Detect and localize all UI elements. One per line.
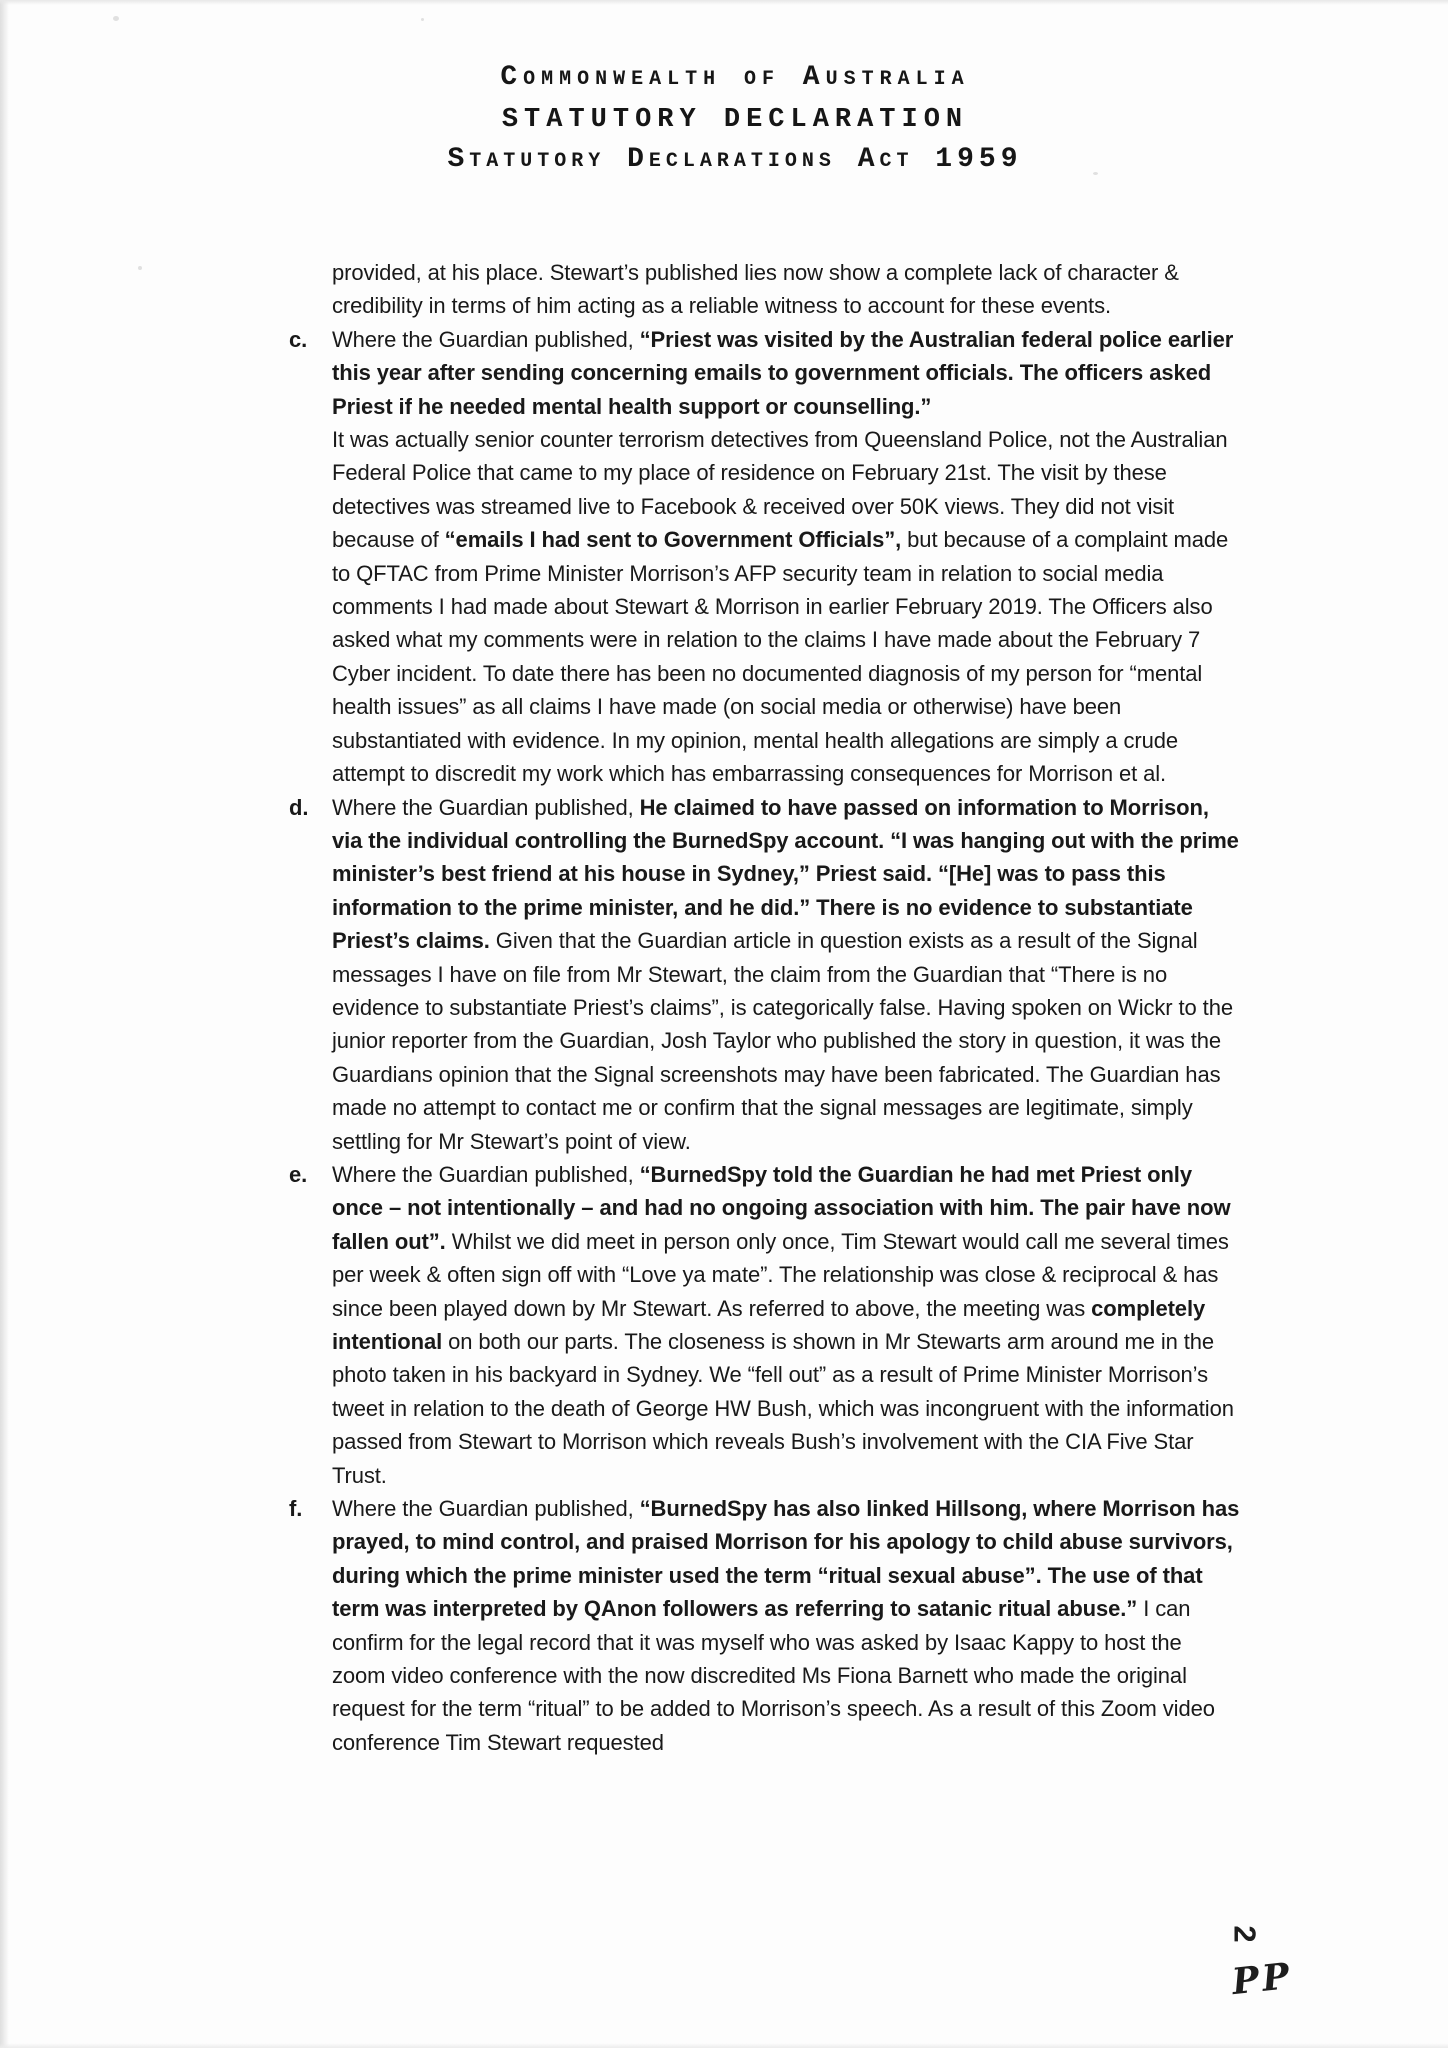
list-item-c — [289, 323, 1241, 791]
quoted-bold-text: “Priest was visited by the Australian federal police earlier this year after sending concerning emails to government officials. The officers asked Priest if he needed mental health support or counselling.” — [332, 326, 1234, 419]
scan-artifact — [113, 16, 119, 21]
quoted-bold-text: completely intentional — [332, 1295, 1206, 1354]
header-statutory-declaration: STATUTORY DECLARATION — [501, 105, 969, 135]
body-text: provided, at his place. Stewart’s published lies now show a complete lack of character & credibility in terms of him acting as a reliable witness to account for these events. — [332, 260, 1179, 319]
scan-edge-top — [0, 0, 1448, 5]
body-text: Where the Guardian published, — [332, 326, 640, 352]
scan-edge-left — [0, 0, 9, 2048]
document-header — [11, 56, 1448, 180]
header-statutory-declarations-act: Statutory Declarations Act 1959 — [447, 144, 1023, 175]
scan-artifact — [138, 266, 142, 270]
body-text: Where the Guardian published, — [332, 1161, 640, 1187]
body-text: It was actually senior counter terrorism detectives from Queensland Police, not the Australian Federal Police that came to my place of residence on February 21st. The visit by these detectives was streamed live to Facebook & received over 50K views. They did not visit because of — [332, 427, 1228, 553]
page-number: 2 — [1227, 1925, 1263, 1943]
body-text: Given that the Guardian article in question exists as a result of the Signal messages I have on file from Mr Stewart, the claim from the Guardian that “There is no evidence to substantiate Priest’s claims”, is categorically false. Having spoken on Wickr to the junior reporter from the Guardian, Josh Taylor who published the story in question, it was the Guardians opinion that the Signal screenshots may have been fabricated. The Guardian has made no attempt to contact me or confirm that the signal messages are legitimate, simply settling for Mr Stewart’s point of view. — [332, 928, 1233, 1154]
declaration-body — [289, 256, 1241, 1759]
list-item-f — [289, 1492, 1241, 1759]
scan-edge-bottom — [0, 2043, 1448, 2048]
paragraph-continuation — [289, 256, 1241, 323]
handwritten-initials: PP — [1229, 1954, 1295, 2004]
body-text: Where the Guardian published, — [332, 1496, 640, 1522]
body-text: I can confirm for the legal record that it was myself who was asked by Isaac Kappy to host the zoom video conference with the now discredited Ms Fiona Barnett who made the original request for the term “ritual” to be added to Morrison’s speech. As a result of this Zoom video conference Tim Stewart requested — [332, 1596, 1215, 1755]
body-text: Whilst we did meet in person only once, Tim Stewart would call me several times per week & often sign off with “Love ya mate”. The relationship was close & reciprocal & has since been played down by Mr Stewart. As referred to above, the meeting was — [332, 1228, 1229, 1321]
body-text: but because of a complaint made to QFTAC from Prime Minister Morrison’s AFP security team in relation to social media comments I had made about Stewart & Morrison in earlier February 2019. The Officers also asked what my comments were in relation to the claims I have made about the February 7 Cyber incident. To date there has been no documented diagnosis of my person for “mental health issues” as all claims I have made (on social media or otherwise) have been substantiated with evidence. In my opinion, mental health allegations are simply a crude attempt to discredit my work which has embarrassing consequences for Morrison et al. — [332, 527, 1229, 787]
body-text: on both our parts. The closeness is shown in Mr Stewarts arm around me in the photo taken in his backyard in Sydney. We “fell out” as a result of Prime Minister Morrison’s tweet in relation to the death of George HW Bush, which was incongruent with the information passed from Stewart to Morrison which reveals Bush’s involvement with the CIA Five Star Trust. — [332, 1329, 1234, 1488]
list-item-label: e. — [289, 1161, 308, 1187]
list-item-e — [289, 1158, 1241, 1492]
quoted-bold-text: He claimed to have passed on information to Morrison, via the individual controlling the BurnedSpy account. “I was hanging out with the prime minister’s best friend at his house in Sydney,” Priest said. “[He] was to pass this information to the prime minister, and he did.” There is no evidence to substantiate Priest’s claims. — [332, 794, 1239, 954]
list-item-d — [289, 791, 1241, 1158]
header-commonwealth-of-australia: Commonwealth of Australia — [500, 62, 970, 93]
quoted-bold-text: “BurnedSpy told the Guardian he had met Priest only once – not intentionally – and had no ongoing association with him. The pair have now fallen out”. — [332, 1161, 1231, 1254]
list-item-label: f. — [289, 1496, 303, 1522]
scan-artifact — [421, 18, 424, 21]
list-item-label: c. — [289, 326, 308, 352]
quoted-bold-text: “emails I had sent to Government Officials”, — [444, 527, 902, 553]
list-item-label: d. — [289, 794, 309, 820]
body-text: Where the Guardian published, — [332, 794, 640, 820]
quoted-bold-text: “BurnedSpy has also linked Hillsong, where Morrison has prayed, to mind control, and praised Morrison for his apology to child abuse survivors, during which the prime minister used the term “ritual sexual abuse”. The use of that term was interpreted by QAnon followers as referring to satanic ritual abuse.” — [332, 1496, 1240, 1622]
